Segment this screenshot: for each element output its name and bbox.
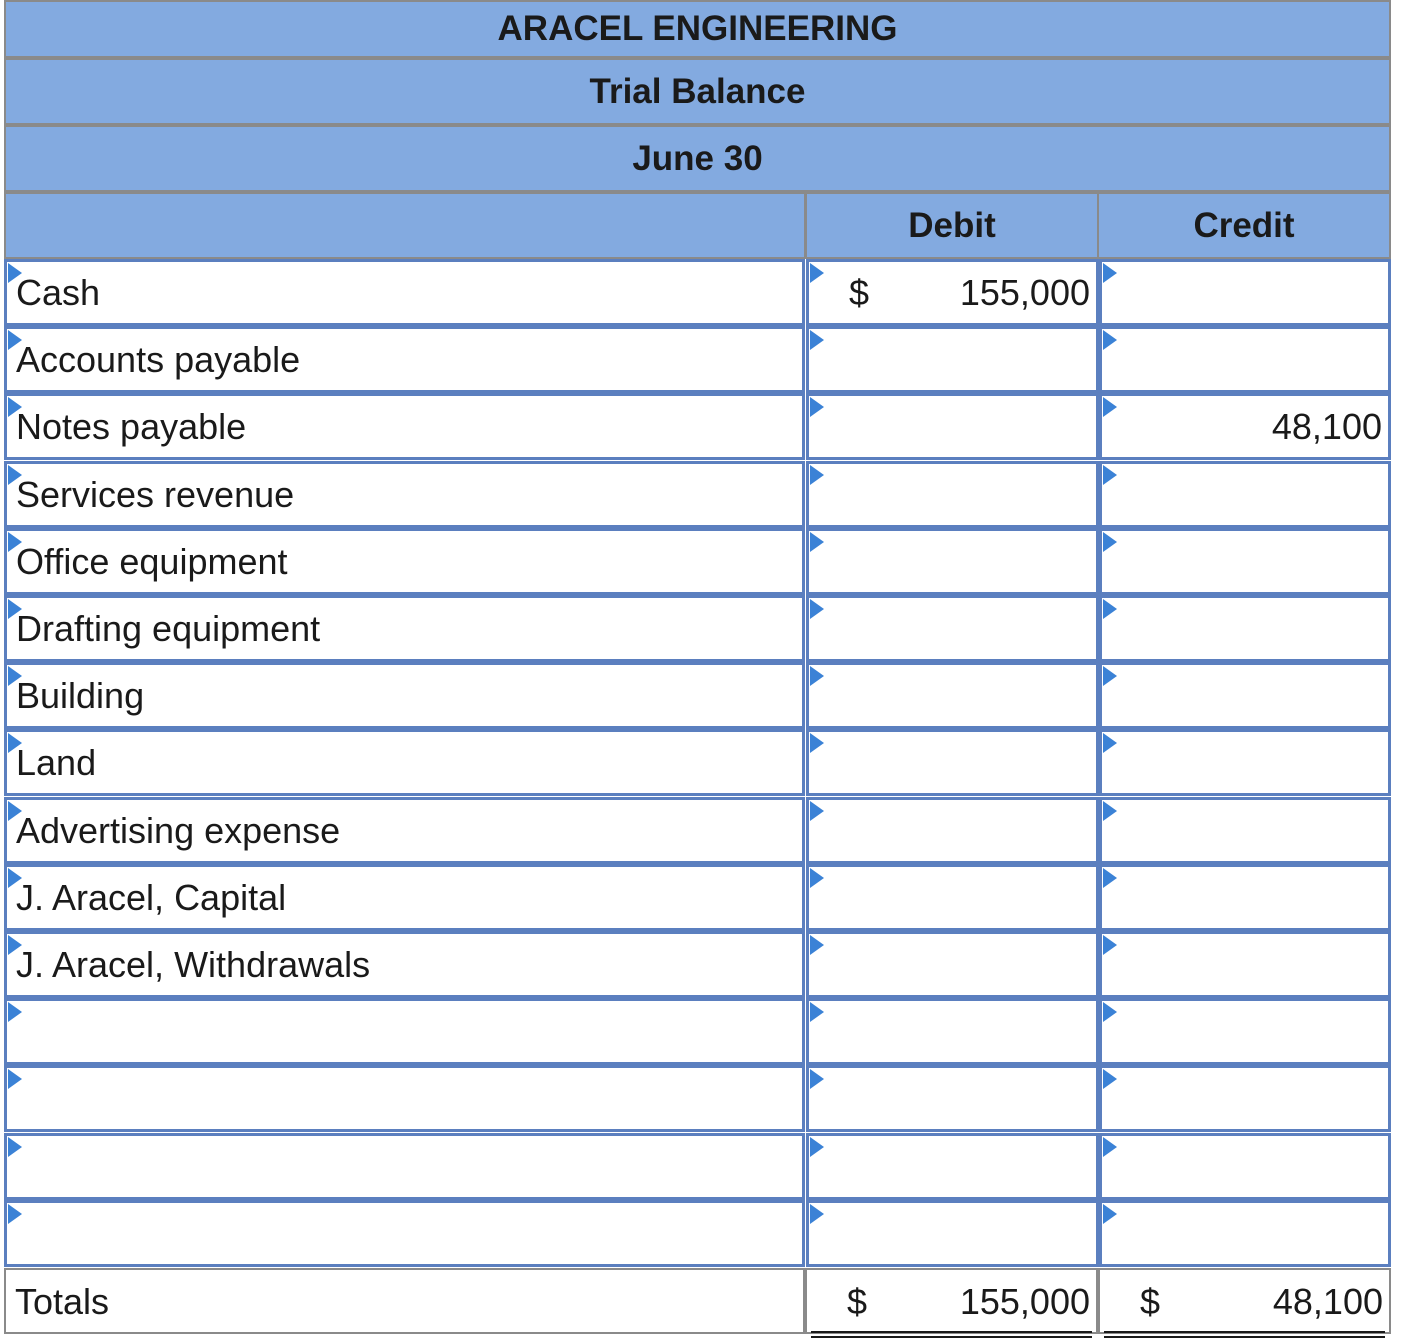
account-name-field[interactable] bbox=[4, 864, 805, 931]
table-row bbox=[4, 729, 1391, 796]
account-name-field[interactable] bbox=[4, 1065, 805, 1132]
dropdown-marker-icon bbox=[1103, 263, 1117, 283]
statement-date-header bbox=[4, 125, 1391, 192]
debit-amount-field[interactable] bbox=[806, 595, 1099, 662]
debit-amount-field[interactable] bbox=[806, 393, 1099, 460]
account-name-text: Accounts payable bbox=[16, 339, 301, 380]
dropdown-marker-icon bbox=[1103, 666, 1117, 686]
dropdown-marker-icon bbox=[1103, 465, 1117, 485]
table-row bbox=[4, 1133, 1391, 1200]
account-name-field[interactable] bbox=[4, 1200, 805, 1267]
credit-amount-field[interactable] bbox=[1099, 326, 1391, 393]
dropdown-marker-icon bbox=[1103, 935, 1117, 955]
debit-column-header bbox=[805, 192, 1099, 259]
account-name-field[interactable] bbox=[4, 595, 805, 662]
account-name-text: Advertising expense bbox=[16, 810, 341, 851]
totals-credit-amount: 48,100 bbox=[1272, 1281, 1383, 1322]
debit-amount-field[interactable] bbox=[806, 797, 1099, 864]
debit-amount-field[interactable] bbox=[806, 1133, 1099, 1200]
table-row bbox=[4, 1200, 1391, 1267]
account-name-field[interactable] bbox=[4, 528, 805, 595]
account-name-field[interactable] bbox=[4, 931, 805, 998]
credit-amount-field[interactable] bbox=[1099, 393, 1391, 460]
dropdown-marker-icon bbox=[1103, 1204, 1117, 1224]
totals-debit-double-underline bbox=[811, 1331, 1092, 1338]
dropdown-marker-icon bbox=[1103, 1002, 1117, 1022]
account-name-text: Building bbox=[16, 675, 145, 716]
debit-amount-field[interactable] bbox=[806, 998, 1099, 1065]
totals-debit-cell bbox=[805, 1268, 1098, 1334]
account-name-field[interactable] bbox=[4, 662, 805, 729]
credit-amount-field[interactable] bbox=[1099, 931, 1391, 998]
table-row bbox=[4, 662, 1391, 729]
debit-amount-field[interactable] bbox=[806, 326, 1099, 393]
dropdown-marker-icon bbox=[810, 599, 824, 619]
account-name-text: Office equipment bbox=[16, 541, 288, 582]
debit-amount-field[interactable] bbox=[806, 528, 1099, 595]
dropdown-marker-icon bbox=[1103, 801, 1117, 821]
credit-column-label: Credit bbox=[1193, 205, 1295, 245]
table-row bbox=[4, 931, 1391, 998]
credit-amount-field[interactable] bbox=[1099, 1133, 1391, 1200]
totals-label-cell bbox=[4, 1268, 805, 1334]
dropdown-marker-icon bbox=[1103, 397, 1117, 417]
account-name-field[interactable] bbox=[4, 1133, 805, 1200]
company-name: ARACEL ENGINEERING bbox=[497, 9, 898, 48]
account-name-text: Land bbox=[16, 742, 97, 783]
credit-amount-field[interactable] bbox=[1099, 1200, 1391, 1267]
account-name-field[interactable] bbox=[4, 259, 805, 326]
totals-credit-cell bbox=[1098, 1268, 1391, 1334]
account-name-field[interactable] bbox=[4, 393, 805, 460]
table-row bbox=[4, 1065, 1391, 1132]
dropdown-marker-icon bbox=[810, 1137, 824, 1157]
account-name-text: J. Aracel, Capital bbox=[16, 877, 287, 918]
dropdown-marker-icon bbox=[8, 1002, 22, 1022]
dropdown-marker-icon bbox=[810, 1204, 824, 1224]
totals-row bbox=[4, 1268, 1391, 1336]
credit-amount-field[interactable] bbox=[1099, 461, 1391, 528]
debit-amount-field[interactable] bbox=[806, 1065, 1099, 1132]
dropdown-marker-icon bbox=[1103, 1137, 1117, 1157]
dropdown-marker-icon bbox=[810, 330, 824, 350]
table-row bbox=[4, 326, 1391, 393]
credit-amount-field[interactable] bbox=[1099, 1065, 1391, 1132]
totals-credit-double-underline bbox=[1104, 1331, 1385, 1338]
statement-date: June 30 bbox=[632, 138, 763, 178]
dropdown-marker-icon bbox=[810, 935, 824, 955]
dropdown-marker-icon bbox=[810, 263, 824, 283]
credit-amount-field[interactable] bbox=[1099, 729, 1391, 796]
account-name-field[interactable] bbox=[4, 998, 805, 1065]
dropdown-marker-icon bbox=[810, 868, 824, 888]
dropdown-marker-icon bbox=[810, 666, 824, 686]
dropdown-marker-icon bbox=[1103, 1069, 1117, 1089]
credit-amount-field[interactable] bbox=[1099, 595, 1391, 662]
table-row bbox=[4, 528, 1391, 595]
dropdown-marker-icon bbox=[8, 1204, 22, 1224]
credit-amount-field[interactable] bbox=[1099, 259, 1391, 326]
debit-amount-field[interactable] bbox=[806, 1200, 1099, 1267]
dropdown-marker-icon bbox=[8, 1137, 22, 1157]
account-name-field[interactable] bbox=[4, 326, 805, 393]
table-row bbox=[4, 393, 1391, 460]
credit-amount-field[interactable] bbox=[1099, 998, 1391, 1065]
dropdown-marker-icon bbox=[1103, 733, 1117, 753]
credit-amount-text: 48,100 bbox=[1271, 406, 1382, 447]
dropdown-marker-icon bbox=[810, 733, 824, 753]
totals-label: Totals bbox=[15, 1281, 110, 1322]
debit-amount-text: 155,000 bbox=[959, 272, 1090, 313]
account-name-text: Services revenue bbox=[16, 474, 295, 515]
totals-debit-dollar: $ bbox=[847, 1281, 868, 1322]
account-name-field[interactable] bbox=[4, 729, 805, 796]
account-name-text: Notes payable bbox=[16, 406, 247, 447]
account-name-text: Drafting equipment bbox=[16, 608, 321, 649]
dropdown-marker-icon bbox=[810, 465, 824, 485]
table-row bbox=[4, 797, 1391, 864]
table-row bbox=[4, 461, 1391, 528]
dropdown-marker-icon bbox=[810, 801, 824, 821]
credit-amount-field[interactable] bbox=[1099, 797, 1391, 864]
dropdown-marker-icon bbox=[810, 1002, 824, 1022]
dropdown-marker-icon bbox=[810, 532, 824, 552]
statement-title: Trial Balance bbox=[589, 71, 806, 111]
credit-amount-field[interactable] bbox=[1099, 528, 1391, 595]
table-row bbox=[4, 259, 1391, 326]
debit-amount-field[interactable] bbox=[806, 864, 1099, 931]
credit-column-header bbox=[1097, 192, 1391, 259]
totals-credit-dollar: $ bbox=[1140, 1281, 1161, 1322]
debit-amount-field[interactable] bbox=[806, 729, 1099, 796]
dropdown-marker-icon bbox=[1103, 532, 1117, 552]
credit-amount-field[interactable] bbox=[1099, 662, 1391, 729]
dropdown-marker-icon bbox=[810, 397, 824, 417]
table-row bbox=[4, 998, 1391, 1065]
dropdown-marker-icon bbox=[8, 1069, 22, 1089]
debit-dollar-sign: $ bbox=[849, 272, 870, 313]
dropdown-marker-icon bbox=[1103, 330, 1117, 350]
account-name-text: J. Aracel, Withdrawals bbox=[16, 944, 371, 985]
totals-debit-amount: 155,000 bbox=[959, 1281, 1090, 1322]
account-name-field[interactable] bbox=[4, 461, 805, 528]
debit-amount-field[interactable] bbox=[806, 259, 1099, 326]
table-row bbox=[4, 595, 1391, 662]
dropdown-marker-icon bbox=[1103, 868, 1117, 888]
debit-amount-field[interactable] bbox=[806, 931, 1099, 998]
company-name-header bbox=[4, 0, 1391, 58]
debit-column-label: Debit bbox=[908, 205, 996, 245]
debit-amount-field[interactable] bbox=[806, 461, 1099, 528]
table-row bbox=[4, 864, 1391, 931]
account-name-field[interactable] bbox=[4, 797, 805, 864]
account-name-text: Cash bbox=[16, 272, 101, 313]
debit-amount-field[interactable] bbox=[806, 662, 1099, 729]
account-column-header bbox=[4, 192, 806, 259]
dropdown-marker-icon bbox=[1103, 599, 1117, 619]
credit-amount-field[interactable] bbox=[1099, 864, 1391, 931]
dropdown-marker-icon bbox=[810, 1069, 824, 1089]
statement-title-header bbox=[4, 58, 1391, 125]
